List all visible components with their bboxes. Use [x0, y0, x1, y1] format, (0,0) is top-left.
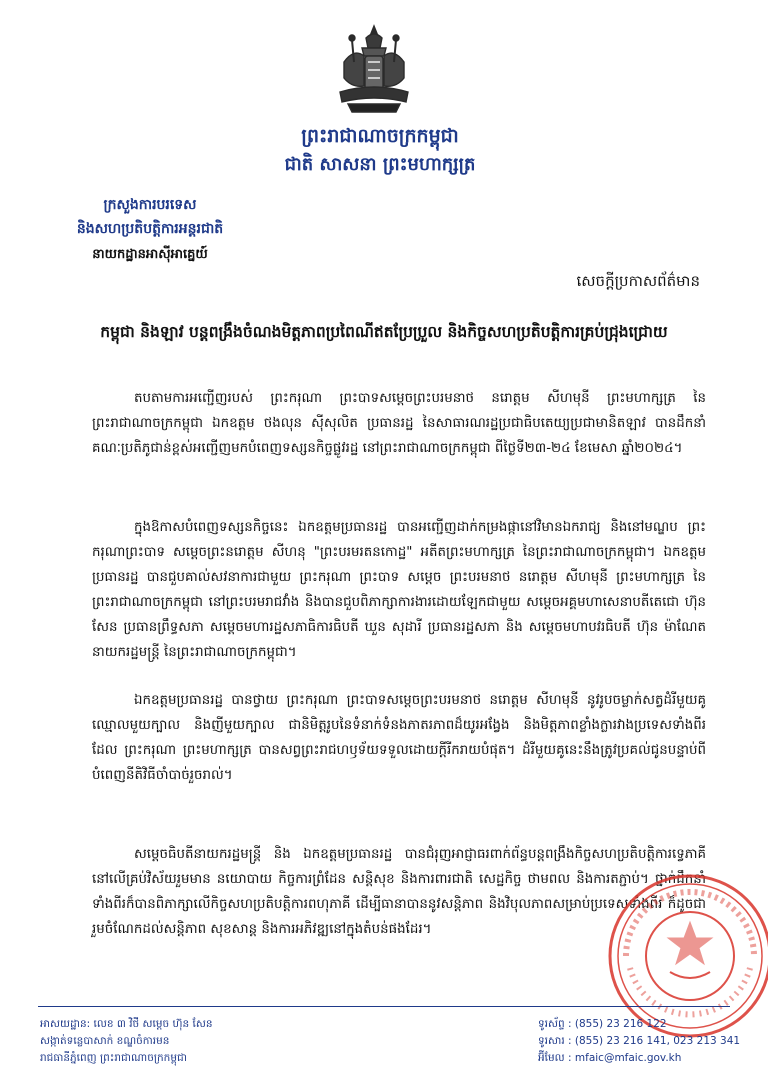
- ministry-name-line1: ក្រសួងការបរទេស: [103, 197, 197, 213]
- ministry-name-line2: និងសហប្រតិបត្តិការអន្តរជាតិ: [76, 221, 224, 237]
- footer-contact: [538, 1016, 753, 1067]
- paragraph-4-text: សម្តេចធិបតីនាយករដ្ឋមន្ត្រី និង ឯកឧត្តមប្រធានរដ្ឋ បានជំរុញអាជ្ញាធរពាក់ព័ន្ធបន្តពង្រឹងកិច្ចសហប្រតិបត្តិការទ្វេភាគីនៅលើគ្រប់វិស័យរួមមាន នយោបាយ កិច្ចការព្រំដែន សន្តិសុខ និងការពារជាតិ សេដ្ឋកិច្ច ថាមពល និងការតភ្ជាប់។ ថ្នាក់ដឹកនាំទាំងពីរក៏បានពិភាក្សាលើកិច្ចសហប្រតិបត្តិការពហុភាគី ដើម្បីធានាបាននូវសន្តិភាព និងវិបុលភាពសម្រាប់ប្រទេសទាំងពីរ ក៏ដូចជារួមចំណែកដល់សន្តិភាព សុខសាន្ត និងការអភិវឌ្ឍនៅក្នុងតំបន់ផងដែរ។: [92, 847, 706, 937]
- fax-number: (855) 23 216 141, 023 213 341: [574, 1035, 741, 1047]
- official-red-seal-icon: [606, 872, 768, 1040]
- press-release-headline: កម្ពុជា និងឡាវ បន្តពង្រឹងចំណងមិត្តភាពប្រពៃណីឥតប្រែប្រួល និងកិច្ចសហប្រតិបត្តិការគ្រប់ជ្រុងជ្រោយ: [100, 323, 668, 341]
- paragraph-3: [92, 688, 706, 788]
- paragraph-1: [92, 386, 706, 461]
- national-motto: ជាតិ សាសនា ព្រះមហាក្សត្រ: [284, 154, 476, 175]
- footer-divider: [38, 1006, 730, 1007]
- footer-address: [40, 1016, 370, 1067]
- address-line-3: រាជធានីភ្នំពេញ ព្រះរាជាណាចក្រកម្ពុជា: [40, 1052, 187, 1064]
- paragraph-2-text: ក្នុងឱកាសបំពេញទស្សនកិច្ចនេះ ឯកឧត្តមប្រធានរដ្ឋ បានអញ្ជើញដាក់កម្រងផ្កានៅវិមានឯករាជ្យ និងនៅមណ្ឌប ព្រះករុណាព្រះបាទ សម្តេចព្រះនរោត្តម សីហនុ "ព្រះបរមរតនកោដ្ឋ" អតីតព្រះមហាក្សត្រ នៃព្រះរាជាណាចក្រកម្ពុជា។ ឯកឧត្តមប្រធានរដ្ឋ បានជួបគាល់សវនាការជាមួយ ព្រះករុណា ព្រះបាទ សម្តេច ព្រះបរមនាថ នរោត្តម សីហមុនី ព្រះមហាក្សត្រ នៃព្រះរាជាណាចក្រកម្ពុជា នៅព្រះបរមរាជវាំង និងបានជួបពិភាក្សាការងារដោយឡែកជាមួយ សម្តេចអគ្គមហាសេនាបតីតេជោ ហ៊ុន សែន ប្រធានព្រឹទ្ធសភា សម្តេចមហារដ្ឋសភាធិការធិបតី ឃួន សុដារី ប្រធានរដ្ឋសភា និង សម្តេចមហាបវរធិបតី ហ៊ុន ម៉ាណែត នាយករដ្ឋមន្ត្រី នៃព្រះរាជាណាចក្រកម្ពុជា។: [92, 520, 706, 660]
- email-label: អ៊ីមែល :: [538, 1052, 572, 1064]
- footer-phone-row: [538, 1016, 753, 1033]
- phone-label: ទូរស័ព្ទ :: [538, 1018, 572, 1030]
- kingdom-title: ព្រះរាជាណាចក្រកម្ពុជា: [301, 125, 459, 147]
- address-line-2: សង្កាត់ទន្លេបាសាក់ ខណ្ឌចំការមន: [40, 1035, 170, 1047]
- footer-fax-row: [538, 1033, 753, 1050]
- footer-email-row: [538, 1050, 753, 1067]
- address-line-1: លេខ ៣ វិថី សម្តេច ហ៊ុន សែន: [93, 1018, 213, 1030]
- royal-arms-emblem-icon: [334, 22, 414, 118]
- email-address[interactable]: mfaic@mfaic.gov.kh: [574, 1052, 682, 1064]
- phone-number: (855) 23 216 122: [574, 1018, 667, 1030]
- footer-address-row-1: [40, 1016, 370, 1033]
- document-type: សេចក្តីប្រកាសព័ត៌មាន: [576, 272, 700, 290]
- paragraph-2: [92, 515, 706, 665]
- department-name: នាយកដ្ឋានអាស៊ីអាគ្នេយ៍: [92, 247, 208, 262]
- address-label: អាសយដ្ឋាន:: [40, 1018, 91, 1030]
- paragraph-1-text: តបតាមការអញ្ជើញរបស់ ព្រះករុណា ព្រះបាទសម្តេចព្រះបរមនាថ នរោត្តម សីហមុនី ព្រះមហាក្សត្រ នៃព្រះរាជាណាចក្រកម្ពុជា ឯកឧត្តម ថងលុន ស៊ីសុលិត ប្រធានរដ្ឋ នៃសាធារណរដ្ឋប្រជាធិបតេយ្យប្រជាមានិតឡាវ បានដឹកនាំគណៈប្រតិភូជាន់ខ្ពស់អញ្ជើញមកបំពេញទស្សនកិច្ចផ្លូវរដ្ឋ នៅព្រះរាជាណាចក្រកម្ពុជា ពីថ្ងៃទី២៣-២៤ ខែមេសា ឆ្នាំ២០២៤។: [92, 391, 706, 456]
- paragraph-3-text: ឯកឧត្តមប្រធានរដ្ឋ បានថ្វាយ ព្រះករុណា ព្រះបាទសម្តេចព្រះបរមនាថ នរោត្តម សីហមុនី នូវរូបចម្លាក់សត្វដំរីមួយគូ ឈ្មោលមួយក្បាល និងញីមួយក្បាល ជានិមិត្តរូបនៃទំនាក់ទំនងភាតរភាពដ៏យូរអង្វែង និងមិត្តភាពខ្លាំងក្លារវាងប្រទេសទាំងពីរ ដែល ព្រះករុណា ព្រះមហាក្សត្រ បានសព្វព្រះរាជហឫទ័យទទួលដោយក្តីរីករាយបំផុត។ ដំរីមួយគូនេះនឹងត្រូវប្រគល់ជូនបន្ទាប់ពីបំពេញនីតិវិធីចាំបាច់រួចរាល់។: [92, 693, 706, 783]
- fax-label: ទូរសារ :: [538, 1035, 572, 1047]
